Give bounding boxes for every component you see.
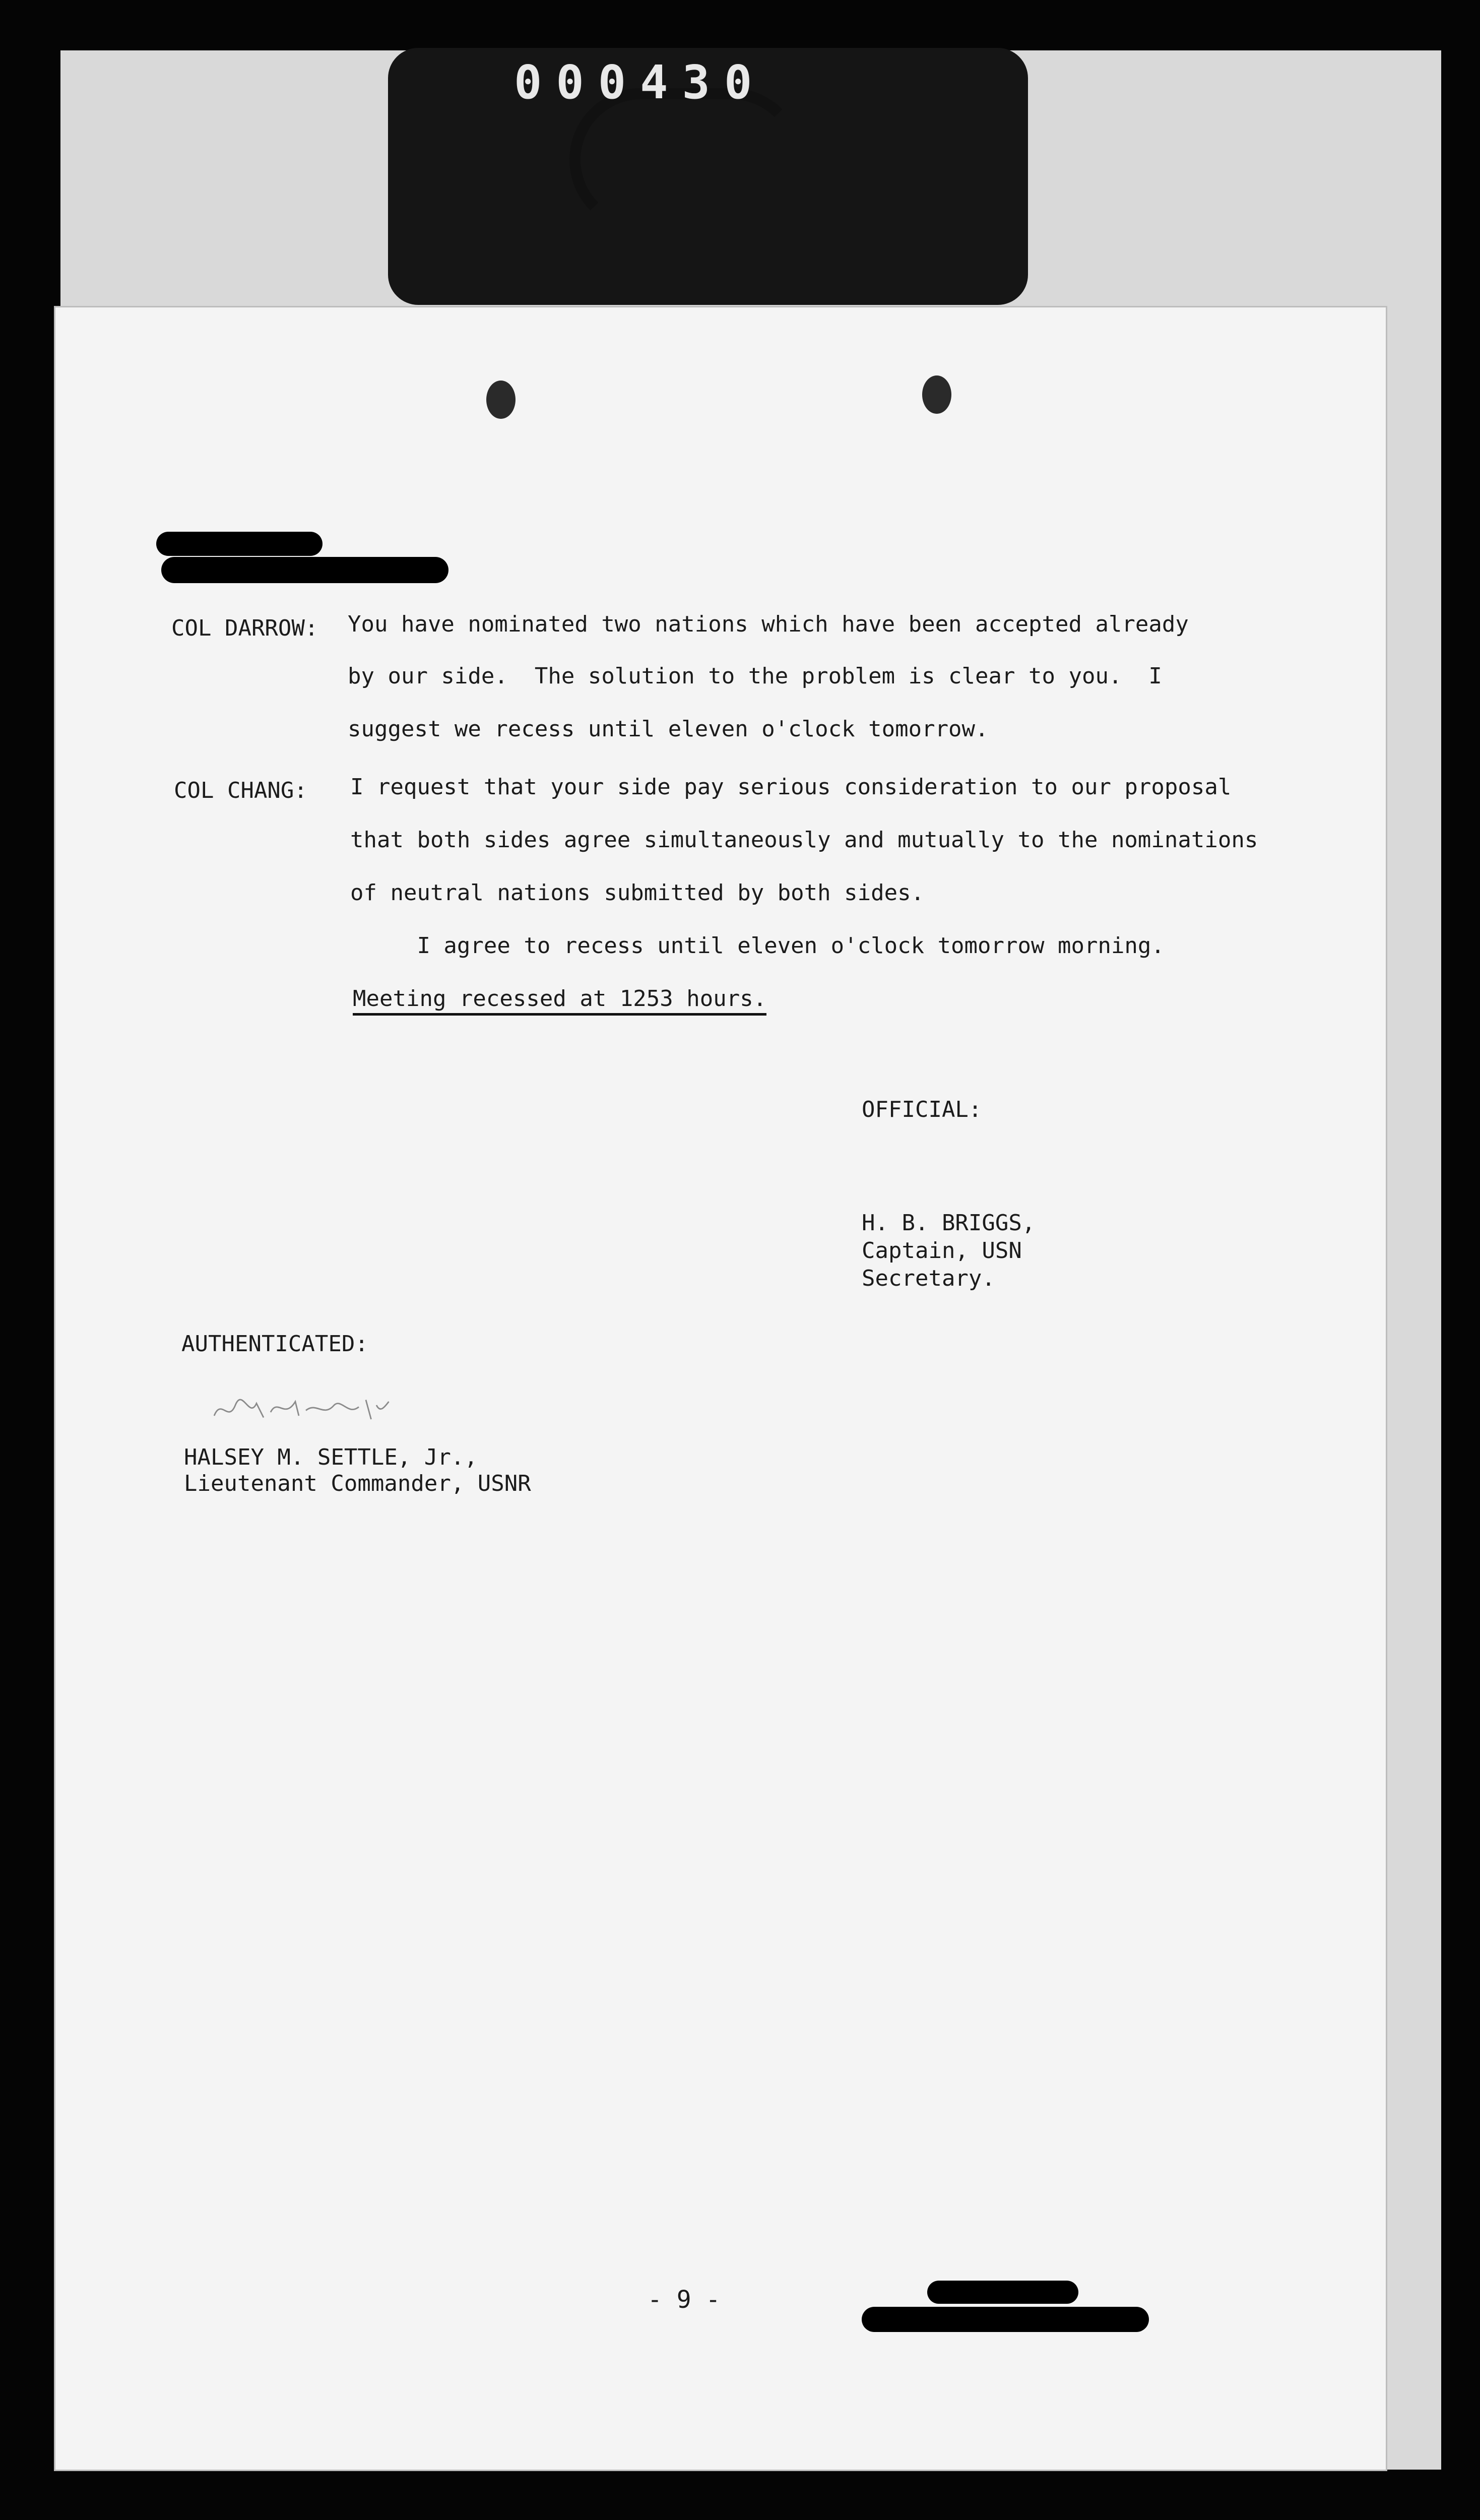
- stamp-wire: [569, 88, 803, 231]
- redaction-top-1: [156, 532, 323, 556]
- official-name: H. B. BRIGGS,: [862, 1210, 1036, 1236]
- serial-number: 000430: [514, 55, 766, 109]
- darrow-line-3: suggest we recess until eleven o'clock tomorrow.: [348, 716, 989, 742]
- document-page: [55, 307, 1386, 2470]
- chang-line-4: I agree to recess until eleven o'clock tomorrow morning.: [350, 933, 1165, 959]
- darrow-line-1: You have nominated two nations which have been accepted already: [348, 611, 1189, 637]
- darrow-line-2: by our side. The solution to the problem is clear to you. I: [348, 663, 1162, 689]
- chang-line-3: of neutral nations submitted by both sides.: [350, 880, 925, 906]
- authenticated-rank: Lieutenant Commander, USNR: [184, 1471, 531, 1496]
- redaction-bottom-1: [927, 2281, 1078, 2304]
- official-heading: OFFICIAL:: [862, 1097, 982, 1122]
- official-role: Secretary.: [862, 1266, 995, 1291]
- chang-line-1: I request that your side pay serious consideration to our proposal: [350, 774, 1232, 800]
- redaction-bottom-2: [862, 2307, 1149, 2332]
- authenticated-heading: AUTHENTICATED:: [181, 1331, 368, 1357]
- official-rank: Captain, USN: [862, 1238, 1022, 1264]
- page-number: - 9 -: [648, 2286, 721, 2314]
- punch-hole-left: [486, 381, 516, 419]
- speaker-darrow: COL DARROW:: [171, 615, 318, 641]
- punch-hole-right: [922, 375, 951, 414]
- speaker-chang: COL CHANG:: [174, 778, 307, 803]
- chang-line-2: that both sides agree simultaneously and mutually to the nominations: [350, 827, 1258, 853]
- authenticated-name: HALSEY M. SETTLE, Jr.,: [184, 1444, 478, 1470]
- redaction-top-2: [161, 557, 448, 583]
- meeting-recessed-note: Meeting recessed at 1253 hours.: [353, 988, 766, 1016]
- handwritten-signature: [186, 1391, 418, 1426]
